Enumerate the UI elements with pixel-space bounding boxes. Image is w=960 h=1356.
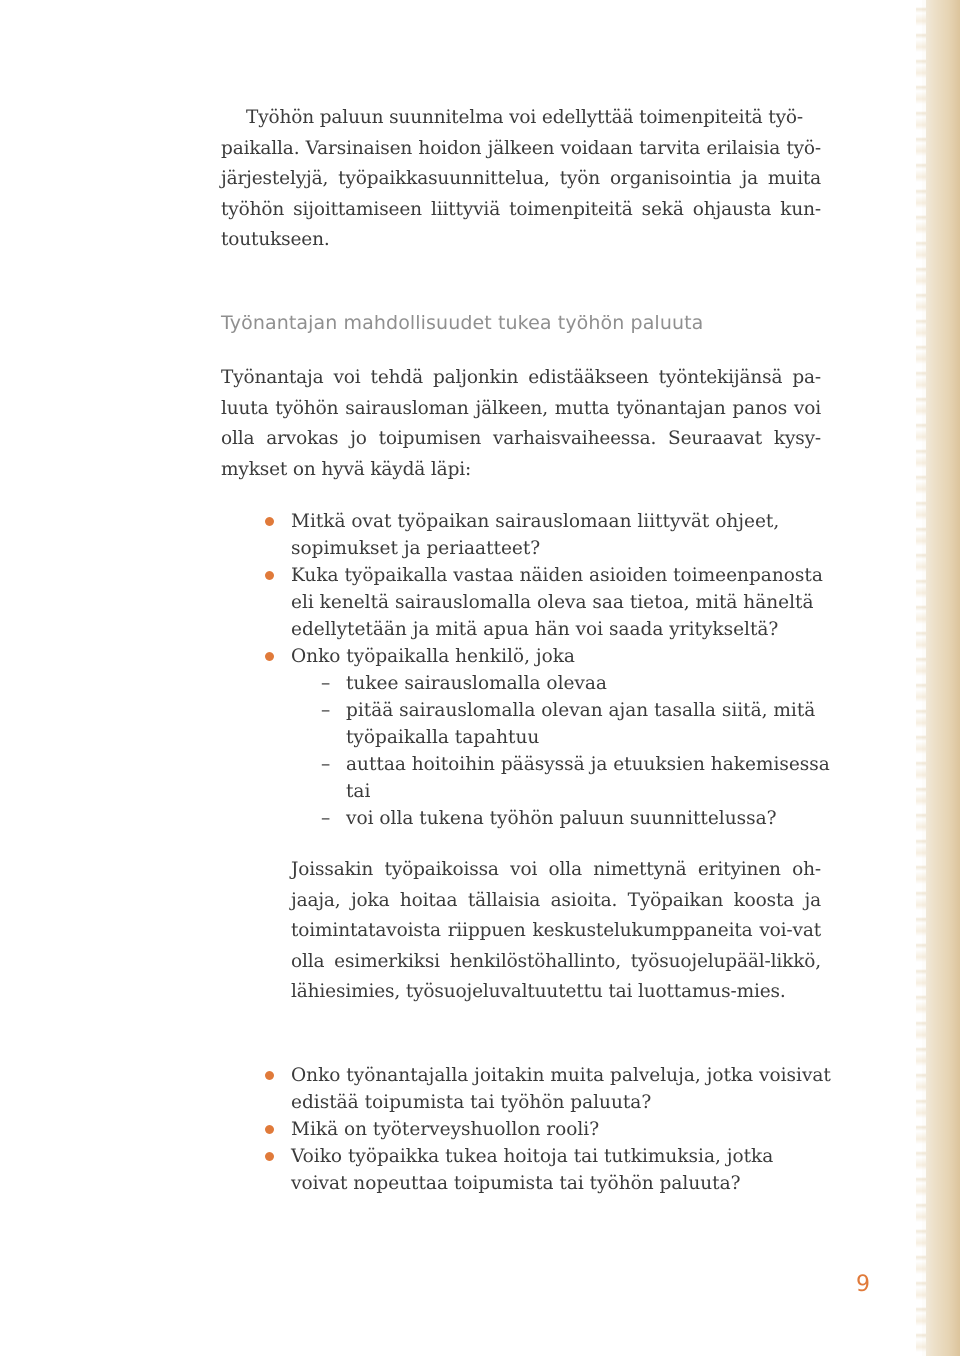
bullet-dot-icon [265, 517, 274, 526]
sub-list-item [291, 751, 831, 805]
bullet-dot-icon [265, 1071, 274, 1080]
sub-list-item-text: pitää sairauslomalla olevan ajan tasalla siitä, mitä työpaikalla tapahtuu [346, 700, 816, 748]
sub-list-item [291, 697, 831, 751]
page-number: 9 [856, 1272, 870, 1297]
list-item [291, 562, 831, 643]
dash-marker: – [321, 754, 331, 775]
bullet-dot-icon [265, 652, 274, 661]
intro-rest: paikalla. Varsinaisen hoidon jälkeen voidaan tarvita erilaisia työ-järjestelyjä, työpaikkasuunnittelua, työn organisointia ja muita työhön sijoittamiseen liittyviä toimenpiteitä sekä ohjausta kun-toutukseen. [221, 137, 821, 250]
contact-persons-paragraph: Joissakin työpaikoissa voi olla nimettynä erityinen oh-jaaja, joka hoitaa tällaisia asioita. Työpaikan koosta ja toimintatavoista riippuen keskustelukumppaneita voi-vat olla esimerkiksi henkilöstöhallinto, työsuojelupääl-likkö, lähiesimies, työsuojeluvaltuutettu tai luottamus-mies. [291, 859, 821, 1002]
list-item [291, 1143, 831, 1197]
intro-first-line: Työhön paluun suunnitelma voi edellyttää toimenpiteitä työ- [246, 107, 803, 128]
dash-marker: – [321, 700, 331, 721]
list-item-text: Mitkä ovat työpaikan sairauslomaan liittyvät ohjeet, sopimukset ja periaatteet? [291, 511, 780, 559]
list-item-text: Onko työpaikalla henkilö, joka [291, 646, 575, 667]
section-intro-paragraph: Työnantaja voi tehdä paljonkin edistääkseen työntekijänsä pa-luuta työhön sairausloman jälkeen, mutta työnantajan panos voi olla arvokas jo toipumisen varhaisvaiheessa. Seuraavat kysy-mykset on hyvä käydä läpi: [221, 367, 821, 480]
torn-paper-edge [922, 0, 960, 1356]
sub-list-item [291, 670, 831, 697]
list-item-text: Mikä on työterveyshuollon rooli? [291, 1119, 600, 1140]
section-heading: Työnantajan mahdollisuudet tukea työhön paluuta [221, 312, 704, 334]
list-item [291, 643, 831, 832]
list-item [291, 1062, 831, 1116]
list-item-text: Kuka työpaikalla vastaa näiden asioiden toimeenpanosta eli keneltä sairauslomalla oleva saa tietoa, mitä häneltä edellytetään ja mitä apua hän voi saada yritykseltä? [291, 565, 823, 640]
sub-list-item-text: voi olla tukena työhön paluun suunnittelussa? [346, 808, 777, 829]
bullet-dot-icon [265, 1125, 274, 1134]
list-item-text: Voiko työpaikka tukea hoitoja tai tutkimuksia, jotka voivat nopeuttaa toipumista tai työhön paluuta? [291, 1146, 774, 1194]
services-question-list [291, 1062, 831, 1197]
intro-paragraph [221, 103, 821, 256]
sub-list-item-text: auttaa hoitoihin pääsyssä ja etuuksien hakemisessa tai [346, 754, 830, 802]
sub-list-item-text: tukee sairauslomalla olevaa [346, 673, 607, 694]
bullet-dot-icon [265, 1152, 274, 1161]
question-list [291, 508, 831, 832]
bullet-dot-icon [265, 571, 274, 580]
dash-marker: – [321, 673, 331, 694]
sub-list-item [291, 805, 831, 832]
sub-list [291, 670, 831, 832]
list-item [291, 508, 831, 562]
list-item-text: Onko työnantajalla joitakin muita palveluja, jotka voisivat edistää toipumista tai työhön paluuta? [291, 1065, 831, 1113]
dash-marker: – [321, 808, 331, 829]
list-item [291, 1116, 831, 1143]
